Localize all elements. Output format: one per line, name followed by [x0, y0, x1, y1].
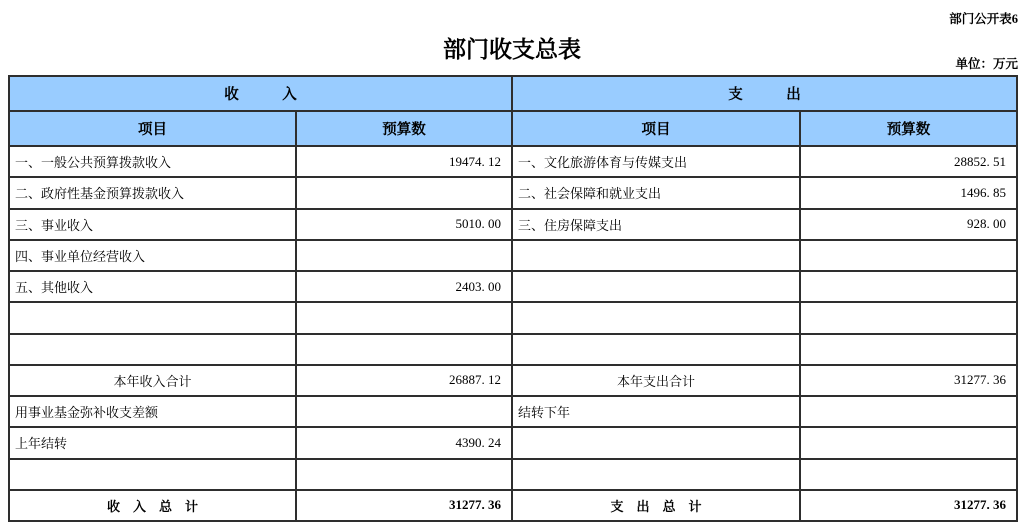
income-total-label-cell: 收 入 总 计: [10, 491, 295, 520]
expense-value-cell: 1496. 85: [801, 178, 1016, 207]
expense-value-cell: [801, 397, 1016, 426]
expense-item-cell: [513, 335, 799, 364]
expense-item-cell: 一、文化旅游体育与传媒支出: [513, 147, 799, 176]
income-subtotal-label-cell: 本年收入合计: [10, 366, 295, 395]
income-section-header: 收 入: [10, 77, 511, 110]
expense-subtotal-label-cell: 本年支出合计: [513, 366, 799, 395]
income-item-cell: 二、政府性基金预算拨款收入: [10, 178, 295, 207]
expense-item-column-header: 项目: [513, 112, 799, 145]
expense-item-cell: [513, 272, 799, 301]
income-value-cell: [297, 178, 511, 207]
expense-item-cell: 三、住房保障支出: [513, 210, 799, 239]
income-subtotal-value-cell: 26887. 12: [297, 366, 511, 395]
expense-section-header: 支 出: [513, 77, 1016, 110]
expense-value-cell: [801, 335, 1016, 364]
income-budget-column-header: 预算数: [297, 112, 511, 145]
expense-item-cell: 二、社会保障和就业支出: [513, 178, 799, 207]
income-value-cell: 4390. 24: [297, 428, 511, 457]
expense-value-cell: [801, 428, 1016, 457]
expense-total-label-cell: 支 出 总 计: [513, 491, 799, 520]
expense-subtotal-value-cell: 31277. 36: [801, 366, 1016, 395]
income-value-cell: [297, 460, 511, 489]
expense-value-cell: 28852. 51: [801, 147, 1016, 176]
income-item-cell: [10, 460, 295, 489]
income-value-cell: 5010. 00: [297, 210, 511, 239]
income-item-cell: 用事业基金弥补收支差额: [10, 397, 295, 426]
expense-budget-column-header: 预算数: [801, 112, 1016, 145]
income-item-cell: [10, 335, 295, 364]
income-item-cell: 五、其他收入: [10, 272, 295, 301]
income-value-cell: [297, 303, 511, 332]
budget-summary-table: [8, 75, 1018, 522]
income-item-cell: 四、事业单位经营收入: [10, 241, 295, 270]
expense-value-cell: [801, 272, 1016, 301]
expense-item-cell: 结转下年: [513, 397, 799, 426]
expense-item-cell: [513, 460, 799, 489]
income-item-cell: 三、事业收入: [10, 210, 295, 239]
expense-value-cell: [801, 241, 1016, 270]
income-value-cell: [297, 335, 511, 364]
doc-sheet-label: 部门公开表6: [949, 12, 1018, 26]
income-item-cell: [10, 303, 295, 332]
income-value-cell: [297, 397, 511, 426]
expense-value-cell: [801, 303, 1016, 332]
expense-total-value-cell: 31277. 36: [801, 491, 1016, 520]
expense-value-cell: [801, 460, 1016, 489]
income-value-cell: [297, 241, 511, 270]
expense-item-cell: [513, 303, 799, 332]
income-total-value-cell: 31277. 36: [297, 491, 511, 520]
unit-label: 单位：万元: [955, 57, 1018, 71]
income-value-cell: 2403. 00: [297, 272, 511, 301]
income-item-cell: 上年结转: [10, 428, 295, 457]
income-value-cell: 19474. 12: [297, 147, 511, 176]
expense-item-cell: [513, 428, 799, 457]
expense-item-cell: [513, 241, 799, 270]
expense-value-cell: 928. 00: [801, 210, 1016, 239]
income-item-column-header: 项目: [10, 112, 295, 145]
income-item-cell: 一、一般公共预算拨款收入: [10, 147, 295, 176]
page-title: 部门收支总表: [443, 36, 581, 62]
